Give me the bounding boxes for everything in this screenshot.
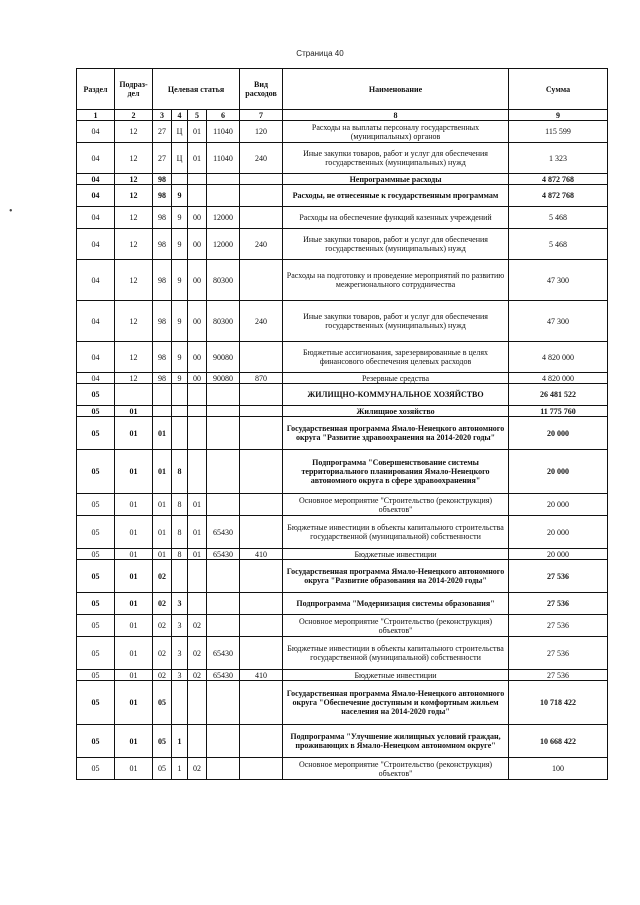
table-row [77, 516, 608, 549]
expense-type-cell [240, 681, 283, 725]
podrazdel-cell: 01 [115, 560, 153, 593]
target-c1-cell: 01 [153, 516, 172, 549]
target-c1-cell: 98 [153, 229, 172, 260]
name-cell: ЖИЛИЩНО-КОММУНАЛЬНОЕ ХОЗЯЙСТВО [283, 384, 509, 406]
table-row [77, 384, 608, 406]
podrazdel-cell: 12 [115, 121, 153, 143]
colnum-cell: 1 [77, 110, 115, 121]
name-cell: Бюджетные инвестиции в объекты капитального строительства государственной (муниципальной) собственности [283, 516, 509, 549]
header-expense-type: Вид расходов [240, 69, 283, 110]
podrazdel-cell: 12 [115, 260, 153, 301]
sum-cell: 26 481 522 [509, 384, 608, 406]
target-c1-cell: 02 [153, 593, 172, 615]
name-cell: Бюджетные инвестиции [283, 549, 509, 560]
target-c4-cell: 90080 [207, 373, 240, 384]
target-c1-cell: 02 [153, 670, 172, 681]
target-c2-cell [172, 681, 188, 725]
target-c4-cell [207, 593, 240, 615]
razdel-cell: 05 [77, 560, 115, 593]
expense-type-cell [240, 417, 283, 450]
expense-type-cell [240, 207, 283, 229]
podrazdel-cell: 01 [115, 549, 153, 560]
target-c3-cell [188, 417, 207, 450]
target-c4-cell: 12000 [207, 229, 240, 260]
target-c4-cell [207, 494, 240, 516]
expense-type-cell [240, 725, 283, 758]
podrazdel-cell: 01 [115, 406, 153, 417]
target-c1-cell: 27 [153, 121, 172, 143]
target-c3-cell [188, 593, 207, 615]
target-c2-cell: 8 [172, 516, 188, 549]
razdel-cell: 04 [77, 342, 115, 373]
sum-cell: 20 000 [509, 417, 608, 450]
column-number-row [77, 110, 608, 121]
target-c2-cell: 9 [172, 185, 188, 207]
expense-type-cell [240, 637, 283, 670]
target-c2-cell: 3 [172, 615, 188, 637]
target-c3-cell: 00 [188, 342, 207, 373]
target-c4-cell: 65430 [207, 516, 240, 549]
razdel-cell: 05 [77, 450, 115, 494]
podrazdel-cell: 12 [115, 174, 153, 185]
target-c3-cell: 00 [188, 207, 207, 229]
table-row [77, 121, 608, 143]
target-c3-cell: 00 [188, 373, 207, 384]
name-cell: Подпрограмма "Модернизация системы образования" [283, 593, 509, 615]
expense-type-cell [240, 516, 283, 549]
name-cell: Бюджетные инвестиции в объекты капитального строительства государственной (муниципальной) собственности [283, 637, 509, 670]
razdel-cell: 05 [77, 494, 115, 516]
razdel-cell: 04 [77, 121, 115, 143]
target-c4-cell [207, 450, 240, 494]
target-c2-cell: 3 [172, 637, 188, 670]
header-razdel: Раздел [77, 69, 115, 110]
target-c2-cell: 8 [172, 549, 188, 560]
expense-type-cell [240, 174, 283, 185]
target-c2-cell [172, 560, 188, 593]
target-c4-cell [207, 406, 240, 417]
colnum-cell: 4 [172, 110, 188, 121]
podrazdel-cell: 01 [115, 494, 153, 516]
target-c3-cell [188, 450, 207, 494]
colnum-cell: 6 [207, 110, 240, 121]
sum-cell: 20 000 [509, 516, 608, 549]
sum-cell: 10 718 422 [509, 681, 608, 725]
expense-type-cell [240, 185, 283, 207]
target-c3-cell [188, 185, 207, 207]
name-cell: Бюджетные ассигнования, зарезервированные в целях финансового обеспечения целевых расходов [283, 342, 509, 373]
target-c3-cell: 01 [188, 549, 207, 560]
margin-mark: • [9, 206, 13, 217]
podrazdel-cell: 01 [115, 450, 153, 494]
table-row [77, 494, 608, 516]
target-c2-cell: 9 [172, 260, 188, 301]
podrazdel-cell: 01 [115, 593, 153, 615]
razdel-cell: 04 [77, 229, 115, 260]
expense-type-cell: 870 [240, 373, 283, 384]
colnum-cell: 9 [509, 110, 608, 121]
target-c1-cell: 98 [153, 301, 172, 342]
target-c2-cell: 1 [172, 758, 188, 780]
target-c2-cell [172, 406, 188, 417]
target-c1-cell: 01 [153, 450, 172, 494]
table-row [77, 207, 608, 229]
name-cell: Государственная программа Ямало-Ненецкого автономного округа "Развитие образования на 2014-2020 годы" [283, 560, 509, 593]
table-row [77, 342, 608, 373]
target-c1-cell: 05 [153, 725, 172, 758]
podrazdel-cell: 01 [115, 637, 153, 670]
expense-type-cell [240, 560, 283, 593]
table-row [77, 670, 608, 681]
table-row [77, 185, 608, 207]
table-row [77, 373, 608, 384]
table-row [77, 260, 608, 301]
target-c4-cell: 65430 [207, 670, 240, 681]
expense-type-cell [240, 260, 283, 301]
target-c3-cell: 01 [188, 494, 207, 516]
expense-type-cell: 410 [240, 670, 283, 681]
target-c2-cell: Ц [172, 121, 188, 143]
target-c1-cell: 98 [153, 342, 172, 373]
razdel-cell: 05 [77, 516, 115, 549]
target-c1-cell: 98 [153, 185, 172, 207]
razdel-cell: 05 [77, 725, 115, 758]
target-c1-cell: 05 [153, 681, 172, 725]
podrazdel-cell: 12 [115, 185, 153, 207]
target-c3-cell: 02 [188, 758, 207, 780]
sum-cell: 5 468 [509, 229, 608, 260]
razdel-cell: 05 [77, 384, 115, 406]
name-cell: Подпрограмма "Улучшение жилищных условий граждан, проживающих в Ямало-Ненецком автономном округе" [283, 725, 509, 758]
target-c3-cell [188, 681, 207, 725]
target-c4-cell [207, 560, 240, 593]
expense-type-cell: 240 [240, 229, 283, 260]
target-c2-cell: 3 [172, 593, 188, 615]
sum-cell: 27 536 [509, 615, 608, 637]
razdel-cell: 05 [77, 637, 115, 670]
sum-cell: 4 820 000 [509, 342, 608, 373]
razdel-cell: 05 [77, 758, 115, 780]
sum-cell: 4 820 000 [509, 373, 608, 384]
target-c2-cell: 9 [172, 301, 188, 342]
target-c1-cell: 27 [153, 143, 172, 174]
target-c4-cell [207, 725, 240, 758]
table-row [77, 615, 608, 637]
target-c3-cell [188, 560, 207, 593]
expense-type-cell [240, 593, 283, 615]
expense-type-cell [240, 450, 283, 494]
name-cell: Расходы, не отнесенные к государственным программам [283, 185, 509, 207]
sum-cell: 20 000 [509, 450, 608, 494]
colnum-cell: 8 [283, 110, 509, 121]
target-c4-cell: 80300 [207, 301, 240, 342]
razdel-cell: 05 [77, 406, 115, 417]
name-cell: Жилищное хозяйство [283, 406, 509, 417]
expense-type-cell [240, 494, 283, 516]
expense-type-cell [240, 406, 283, 417]
sum-cell: 20 000 [509, 549, 608, 560]
colnum-cell: 7 [240, 110, 283, 121]
table-row [77, 758, 608, 780]
target-c1-cell [153, 406, 172, 417]
header-target-article: Целевая статья [153, 69, 240, 110]
colnum-cell: 5 [188, 110, 207, 121]
sum-cell: 100 [509, 758, 608, 780]
name-cell: Иные закупки товаров, работ и услуг для обеспечения государственных (муниципальных) нужд [283, 143, 509, 174]
name-cell: Государственная программа Ямало-Ненецкого автономного округа "Развитие здравоохранения на 2014-2020 годы" [283, 417, 509, 450]
name-cell: Государственная программа Ямало-Ненецкого автономного округа "Обеспечение доступным и комфортным жильем населения на 2014-2020 годы" [283, 681, 509, 725]
target-c2-cell [172, 417, 188, 450]
target-c2-cell: 9 [172, 373, 188, 384]
target-c3-cell [188, 725, 207, 758]
table-row [77, 174, 608, 185]
target-c1-cell: 01 [153, 417, 172, 450]
target-c4-cell [207, 681, 240, 725]
target-c1-cell: 02 [153, 615, 172, 637]
name-cell: Иные закупки товаров, работ и услуг для обеспечения государственных (муниципальных) нужд [283, 301, 509, 342]
target-c1-cell [153, 384, 172, 406]
table-row [77, 406, 608, 417]
target-c1-cell: 98 [153, 373, 172, 384]
name-cell: Бюджетные инвестиции [283, 670, 509, 681]
table-row [77, 549, 608, 560]
name-cell: Иные закупки товаров, работ и услуг для обеспечения государственных (муниципальных) нужд [283, 229, 509, 260]
podrazdel-cell: 01 [115, 758, 153, 780]
razdel-cell: 04 [77, 207, 115, 229]
target-c3-cell: 00 [188, 229, 207, 260]
target-c3-cell: 01 [188, 143, 207, 174]
header-name: Наименование [283, 69, 509, 110]
target-c3-cell: 00 [188, 260, 207, 301]
name-cell: Расходы на подготовку и проведение мероприятий по развитию межрегионального сотрудничества [283, 260, 509, 301]
podrazdel-cell: 12 [115, 342, 153, 373]
sum-cell: 27 536 [509, 593, 608, 615]
target-c1-cell: 98 [153, 207, 172, 229]
target-c4-cell: 80300 [207, 260, 240, 301]
target-c4-cell [207, 758, 240, 780]
expense-type-cell: 240 [240, 301, 283, 342]
razdel-cell: 05 [77, 615, 115, 637]
podrazdel-cell: 12 [115, 143, 153, 174]
target-c3-cell [188, 174, 207, 185]
target-c3-cell: 02 [188, 670, 207, 681]
podrazdel-cell: 01 [115, 725, 153, 758]
target-c2-cell: 1 [172, 725, 188, 758]
sum-cell: 27 536 [509, 560, 608, 593]
sum-cell: 20 000 [509, 494, 608, 516]
target-c4-cell: 11040 [207, 143, 240, 174]
target-c1-cell: 05 [153, 758, 172, 780]
sum-cell: 5 468 [509, 207, 608, 229]
target-c1-cell: 02 [153, 560, 172, 593]
sum-cell: 47 300 [509, 301, 608, 342]
target-c4-cell [207, 384, 240, 406]
name-cell: Расходы на выплаты персоналу государственных (муниципальных) органов [283, 121, 509, 143]
table-row [77, 229, 608, 260]
podrazdel-cell: 12 [115, 301, 153, 342]
target-c4-cell: 11040 [207, 121, 240, 143]
target-c3-cell: 01 [188, 516, 207, 549]
table-row [77, 417, 608, 450]
name-cell: Непрограммные расходы [283, 174, 509, 185]
expense-type-cell [240, 342, 283, 373]
target-c3-cell: 01 [188, 121, 207, 143]
budget-table [76, 68, 608, 780]
target-c2-cell: 9 [172, 342, 188, 373]
expense-type-cell: 410 [240, 549, 283, 560]
sum-cell: 4 872 768 [509, 174, 608, 185]
podrazdel-cell [115, 384, 153, 406]
podrazdel-cell: 01 [115, 516, 153, 549]
podrazdel-cell: 12 [115, 207, 153, 229]
podrazdel-cell: 01 [115, 681, 153, 725]
target-c4-cell [207, 615, 240, 637]
target-c4-cell [207, 174, 240, 185]
table-row [77, 725, 608, 758]
podrazdel-cell: 01 [115, 670, 153, 681]
sum-cell: 27 536 [509, 670, 608, 681]
target-c4-cell [207, 417, 240, 450]
expense-type-cell: 120 [240, 121, 283, 143]
table-row [77, 143, 608, 174]
sum-cell: 47 300 [509, 260, 608, 301]
name-cell: Основное мероприятие "Строительство (реконструкция) объектов" [283, 758, 509, 780]
razdel-cell: 04 [77, 301, 115, 342]
target-c2-cell [172, 384, 188, 406]
target-c3-cell: 02 [188, 637, 207, 670]
target-c4-cell [207, 185, 240, 207]
target-c4-cell: 65430 [207, 549, 240, 560]
target-c2-cell: 9 [172, 207, 188, 229]
target-c4-cell: 90080 [207, 342, 240, 373]
name-cell: Основное мероприятие "Строительство (реконструкция) объектов" [283, 494, 509, 516]
header-podrazdel: Подраз-дел [115, 69, 153, 110]
razdel-cell: 05 [77, 417, 115, 450]
name-cell: Расходы на обеспечение функций казенных учреждений [283, 207, 509, 229]
colnum-cell: 2 [115, 110, 153, 121]
table-row [77, 301, 608, 342]
sum-cell: 4 872 768 [509, 185, 608, 207]
target-c3-cell: 00 [188, 301, 207, 342]
razdel-cell: 04 [77, 373, 115, 384]
sum-cell: 10 668 422 [509, 725, 608, 758]
target-c1-cell: 02 [153, 637, 172, 670]
razdel-cell: 04 [77, 143, 115, 174]
table-row [77, 560, 608, 593]
name-cell: Резервные средства [283, 373, 509, 384]
razdel-cell: 04 [77, 260, 115, 301]
target-c1-cell: 98 [153, 260, 172, 301]
target-c3-cell [188, 406, 207, 417]
target-c2-cell: 8 [172, 494, 188, 516]
name-cell: Основное мероприятие "Строительство (реконструкция) объектов" [283, 615, 509, 637]
sum-cell: 115 599 [509, 121, 608, 143]
target-c4-cell: 65430 [207, 637, 240, 670]
target-c2-cell: Ц [172, 143, 188, 174]
target-c2-cell: 9 [172, 229, 188, 260]
expense-type-cell [240, 758, 283, 780]
razdel-cell: 04 [77, 185, 115, 207]
target-c3-cell: 02 [188, 615, 207, 637]
razdel-cell: 04 [77, 174, 115, 185]
table-row [77, 681, 608, 725]
podrazdel-cell: 12 [115, 373, 153, 384]
razdel-cell: 05 [77, 670, 115, 681]
razdel-cell: 05 [77, 593, 115, 615]
target-c4-cell: 12000 [207, 207, 240, 229]
table-row [77, 450, 608, 494]
name-cell: Подпрограмма "Совершенствование системы территориального планирования Ямало-Ненецкого автономного округа в сфере здравоохранения" [283, 450, 509, 494]
target-c1-cell: 98 [153, 174, 172, 185]
target-c1-cell: 01 [153, 494, 172, 516]
colnum-cell: 3 [153, 110, 172, 121]
podrazdel-cell: 12 [115, 229, 153, 260]
target-c2-cell: 8 [172, 450, 188, 494]
table-row [77, 637, 608, 670]
target-c3-cell [188, 384, 207, 406]
target-c2-cell: 3 [172, 670, 188, 681]
expense-type-cell [240, 615, 283, 637]
podrazdel-cell: 01 [115, 417, 153, 450]
sum-cell: 27 536 [509, 637, 608, 670]
expense-type-cell: 240 [240, 143, 283, 174]
expense-type-cell [240, 384, 283, 406]
sum-cell: 1 323 [509, 143, 608, 174]
razdel-cell: 05 [77, 681, 115, 725]
target-c1-cell: 01 [153, 549, 172, 560]
target-c2-cell [172, 174, 188, 185]
header-sum: Сумма [509, 69, 608, 110]
sum-cell: 11 775 760 [509, 406, 608, 417]
table-row [77, 593, 608, 615]
podrazdel-cell: 01 [115, 615, 153, 637]
page-number-label: Страница 40 [296, 49, 344, 58]
razdel-cell: 05 [77, 549, 115, 560]
